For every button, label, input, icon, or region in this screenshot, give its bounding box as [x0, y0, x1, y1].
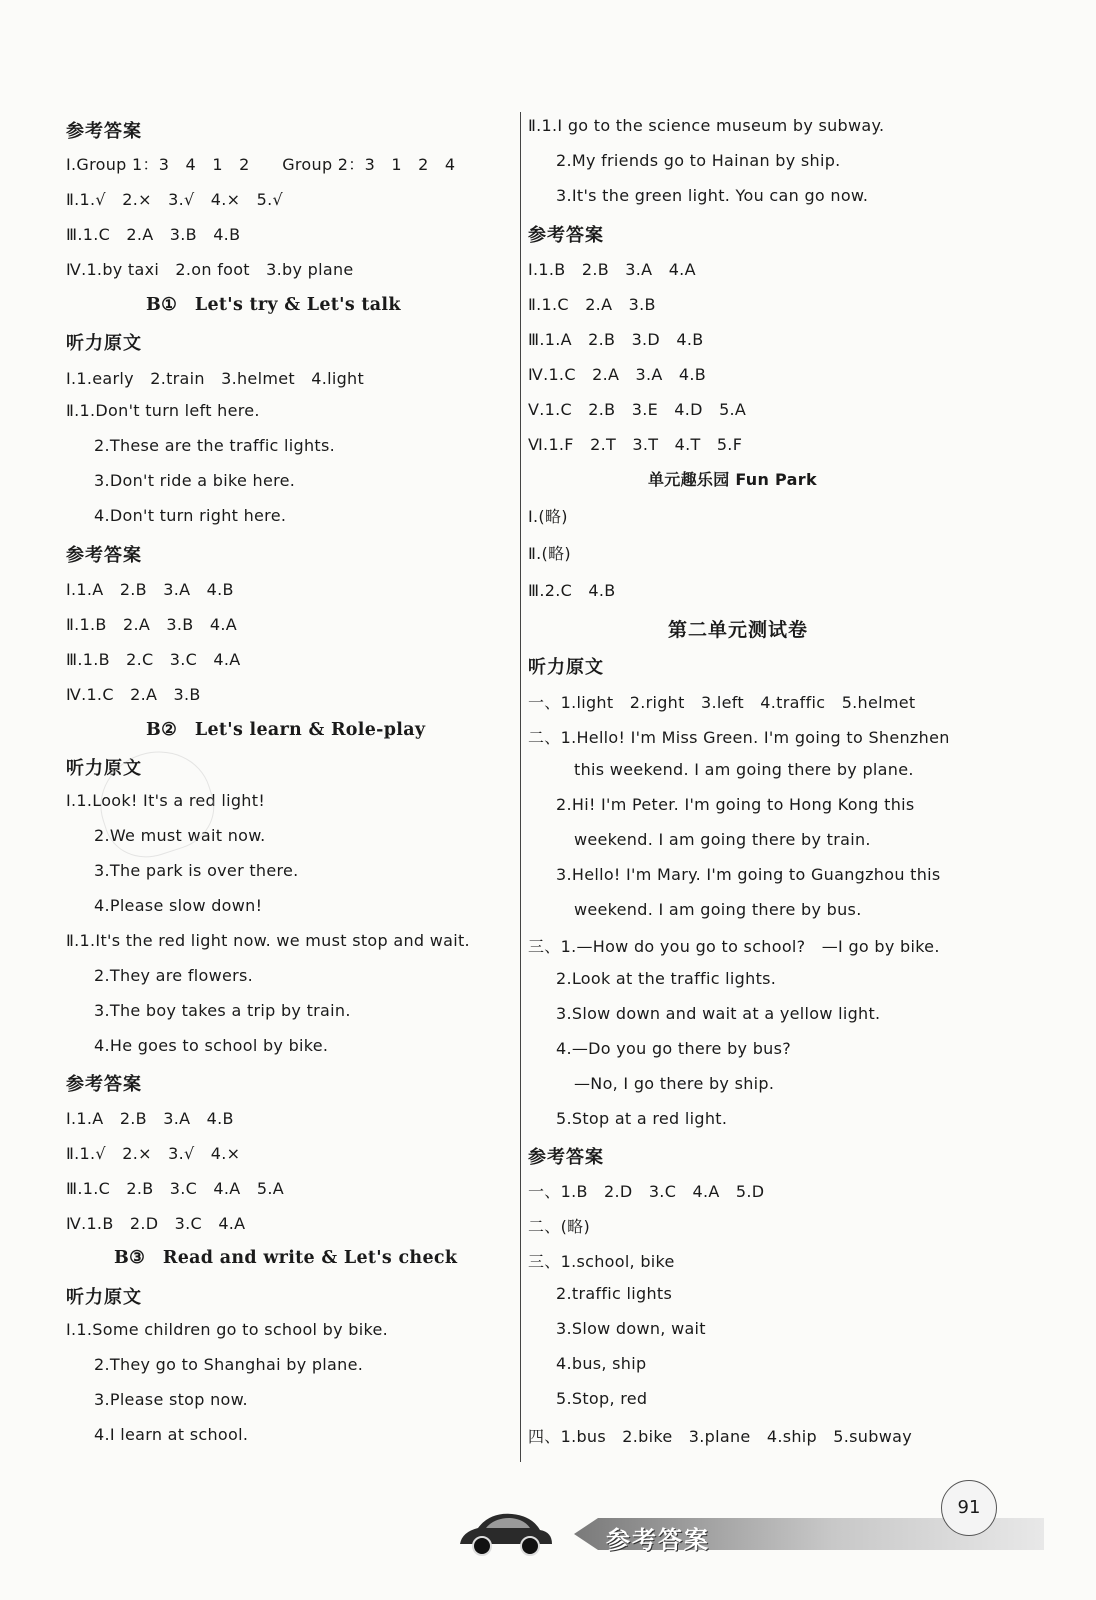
answer-line: 5.Stop, red [556, 1389, 648, 1408]
page-footer [456, 1497, 1036, 1560]
answer-heading: 参考答案 [66, 545, 142, 566]
answer-line: 3.Slow down, wait [556, 1319, 706, 1338]
answer-heading: 参考答案 [66, 1074, 142, 1095]
answer-line: Ⅰ.Group 1：3 4 1 2 Group 2：3 1 2 4 [66, 155, 456, 174]
text-line: weekend. I am going there by train. [574, 830, 871, 849]
answer-line: Ⅲ.2.C 4.B [528, 581, 616, 600]
text-line: 3.Slow down and wait at a yellow light. [556, 1004, 881, 1023]
text-line: Ⅰ.1.Look! It's a red light! [66, 791, 266, 810]
page-number: 91 [941, 1480, 997, 1536]
text-line: 4.I learn at school. [94, 1425, 249, 1444]
answer-heading: 参考答案 [66, 121, 142, 142]
answer-line: Ⅳ.1.B 2.D 3.C 4.A [66, 1214, 246, 1233]
car-icon [456, 1508, 556, 1560]
text-line: 3.The boy takes a trip by train. [94, 1001, 351, 1020]
text-line: 2.These are the traffic lights. [94, 436, 336, 455]
listening-heading: 听力原文 [66, 333, 142, 354]
text-line: Ⅱ.1.I go to the science museum by subway. [528, 116, 885, 135]
answer-line: Ⅳ.1.C 2.A 3.A 4.B [528, 365, 707, 384]
answer-line: Ⅰ.1.A 2.B 3.A 4.B [66, 580, 234, 599]
text-line: 4.He goes to school by bike. [94, 1036, 329, 1055]
text-line: Ⅱ.1.It's the red light now. we must stop and wait. [66, 931, 470, 950]
answer-line: Ⅰ.1.A 2.B 3.A 4.B [66, 1109, 234, 1128]
text-line: 4.Don't turn right here. [94, 506, 287, 525]
text-line: 2.They go to Shanghai by plane. [94, 1355, 364, 1374]
answer-line: 4.bus, ship [556, 1354, 647, 1373]
text-line: 3.The park is over there. [94, 861, 299, 880]
answer-line: 三、1.school, bike [528, 1252, 675, 1271]
answer-line: Ⅱ.1.√ 2.× 3.√ 4.× [66, 1144, 241, 1163]
answer-line: Ⅱ.1.C 2.A 3.B [528, 295, 656, 314]
text-line: 3.Hello! I'm Mary. I'm going to Guangzhou this [556, 865, 941, 884]
text-line: Ⅰ.1.early 2.train 3.helmet 4.light [66, 369, 365, 388]
text-line: 4.Please slow down! [94, 896, 263, 915]
text-line: Ⅰ.1.Some children go to school by bike. [66, 1320, 389, 1339]
answer-heading: 参考答案 [528, 225, 604, 246]
text-line: 二、1.Hello! I'm Miss Green. I'm going to Shenzhen [528, 728, 950, 747]
section-title: 单元趣乐园 Fun Park [648, 470, 817, 489]
text-line: 2.My friends go to Hainan by ship. [556, 151, 841, 170]
text-line: Ⅱ.1.Don't turn left here. [66, 401, 260, 420]
text-line: 5.Stop at a red light. [556, 1109, 728, 1128]
text-line: 2.Hi! I'm Peter. I'm going to Hong Kong this [556, 795, 915, 814]
text-line: 2.They are flowers. [94, 966, 254, 985]
text-line: 三、1.—How do you go to school? —I go by bike. [528, 937, 940, 956]
text-line: 一、1.light 2.right 3.left 4.traffic 5.helmet [528, 693, 916, 712]
answer-line: Ⅰ.1.B 2.B 3.A 4.A [528, 260, 696, 279]
footer-banner-text: 参考答案 [606, 1526, 710, 1554]
section-title: B① Let's try & Let's talk [146, 295, 401, 315]
section-title: 第二单元测试卷 [668, 619, 809, 641]
answer-line: Ⅲ.1.A 2.B 3.D 4.B [528, 330, 704, 349]
answer-line: 一、1.B 2.D 3.C 4.A 5.D [528, 1182, 765, 1201]
listening-heading: 听力原文 [66, 758, 142, 779]
listening-heading: 听力原文 [66, 1287, 142, 1308]
answer-line: 四、1.bus 2.bike 3.plane 4.ship 5.subway [528, 1427, 912, 1446]
text-line: 3.It's the green light. You can go now. [556, 186, 869, 205]
answer-line: Ⅵ.1.F 2.T 3.T 4.T 5.F [528, 435, 743, 454]
text-line: 3.Please stop now. [94, 1390, 248, 1409]
text-line: weekend. I am going there by bus. [574, 900, 862, 919]
answer-line: Ⅱ.1.√ 2.× 3.√ 4.× 5.√ [66, 190, 283, 209]
answer-line: Ⅳ.1.C 2.A 3.B [66, 685, 201, 704]
text-line: 2.We must wait now. [94, 826, 266, 845]
column-divider [520, 112, 521, 1462]
answer-line: Ⅲ.1.B 2.C 3.C 4.A [66, 650, 241, 669]
answer-line: Ⅲ.1.C 2.A 3.B 4.B [66, 225, 241, 244]
answer-line: Ⅰ.(略) [528, 507, 568, 526]
answer-line: 2.traffic lights [556, 1284, 673, 1303]
answer-line: Ⅱ.1.B 2.A 3.B 4.A [66, 615, 237, 634]
answer-line: Ⅳ.1.by taxi 2.on foot 3.by plane [66, 260, 354, 279]
answer-line: Ⅱ.(略) [528, 544, 571, 563]
answer-line: Ⅲ.1.C 2.B 3.C 4.A 5.A [66, 1179, 284, 1198]
listening-heading: 听力原文 [528, 657, 604, 678]
section-title: B② Let's learn & Role-play [146, 720, 426, 740]
text-line: 2.Look at the traffic lights. [556, 969, 777, 988]
section-title: B③ Read and write & Let's check [114, 1248, 458, 1268]
text-line: 4.—Do you go there by bus? [556, 1039, 792, 1058]
text-line: 3.Don't ride a bike here. [94, 471, 296, 490]
text-line: this weekend. I am going there by plane. [574, 760, 914, 779]
answer-line: Ⅴ.1.C 2.B 3.E 4.D 5.A [528, 400, 747, 419]
answer-line: 二、(略) [528, 1217, 590, 1236]
text-line: —No, I go there by ship. [574, 1074, 775, 1093]
answer-heading: 参考答案 [528, 1147, 604, 1168]
